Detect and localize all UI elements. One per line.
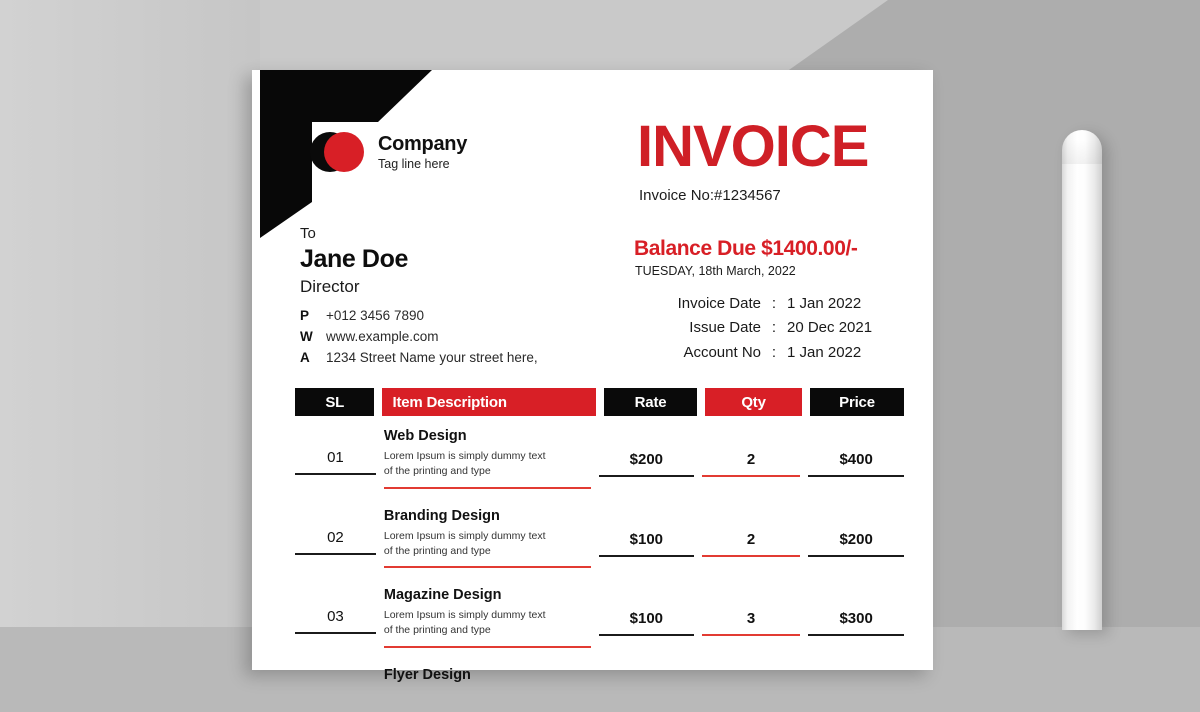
table-row (295, 416, 904, 496)
invoice-title: INVOICE (637, 114, 869, 179)
item-title: Web Design (383, 428, 467, 444)
cell-underline (808, 555, 904, 557)
invoice-meta-dates (637, 292, 872, 365)
invoice-number: Invoice No:#1234567 (639, 187, 781, 204)
cell-qty-value: 2 (746, 530, 756, 548)
meta-label: Issue Date (689, 319, 761, 337)
cell-rate (599, 655, 694, 712)
meta-value: 1 Jan 2022 (787, 295, 862, 312)
cell-sl (295, 655, 376, 712)
meta-separator: : (771, 343, 777, 361)
cell-underline (702, 475, 801, 477)
cell-rate-value: $100 (629, 610, 664, 628)
cell-description (384, 496, 591, 576)
cell-underline (599, 634, 694, 636)
table-row (295, 655, 904, 712)
table-row (295, 496, 904, 576)
meta-separator: : (771, 319, 777, 337)
contact-key: P (300, 308, 310, 323)
line-items-table (295, 388, 904, 712)
cell-underline (808, 634, 904, 636)
cell-price (808, 416, 904, 496)
meta-label: Invoice Date (677, 295, 761, 312)
bill-to-role: Director (300, 277, 360, 297)
item-desc-line1: Lorem Ipsum is simply dummy text (383, 529, 546, 542)
item-title: Flyer Design (383, 666, 471, 683)
meta-row (637, 292, 872, 316)
cell-qty (702, 575, 801, 655)
cell-qty (702, 496, 801, 576)
item-desc-line1: Lorem Ipsum is simply dummy text (383, 609, 546, 622)
white-pen-tip-shading (1062, 130, 1102, 164)
cell-price-value: $300 (839, 610, 873, 628)
item-desc-line1: Lorem Ipsum is simply dummy text (383, 450, 546, 463)
item-desc-line2: of the printing and type (383, 624, 491, 637)
background-left-gradient (0, 0, 260, 627)
bill-to-label: To (300, 225, 316, 242)
cell-rate (599, 575, 694, 655)
logo-text-block (378, 134, 467, 171)
contact-key: W (300, 329, 313, 344)
cell-qty (702, 655, 801, 712)
item-title: Magazine Design (383, 587, 502, 604)
cell-description (384, 575, 591, 655)
item-desc-line2: of the printing and type (383, 544, 491, 557)
contact-block (300, 308, 538, 371)
cell-sl-value: 01 (327, 449, 344, 466)
contact-row-phone (300, 308, 538, 323)
cell-price (808, 575, 904, 655)
meta-row (637, 341, 872, 365)
column-header-qty: Qty (705, 388, 802, 416)
meta-value: 1 Jan 2022 (787, 343, 862, 361)
column-header-sl: SL (295, 388, 374, 416)
company-tagline: Tag line here (378, 156, 450, 171)
item-title: Branding Design (383, 507, 500, 524)
column-header-rate: Rate (604, 388, 697, 416)
company-logo (310, 132, 467, 172)
contact-value: +012 3456 7890 (326, 308, 424, 323)
cell-sl (295, 575, 376, 655)
contact-row-website (300, 329, 538, 344)
balance-due-date: TUESDAY, 18th March, 2022 (635, 264, 796, 278)
meta-label: Account No (683, 343, 761, 361)
balance-due: Balance Due $1400.00/- (634, 237, 858, 260)
cell-underline (599, 555, 694, 557)
contact-row-address (300, 350, 538, 365)
company-name: Company (378, 132, 468, 155)
cell-rate (599, 416, 694, 496)
cell-rate-value: $100 (629, 530, 664, 548)
cell-description (384, 655, 591, 712)
cell-sl-value: 03 (327, 608, 344, 626)
table-row (295, 575, 904, 655)
cell-qty (702, 416, 801, 496)
logo-mark-icon (310, 132, 364, 172)
cell-description (384, 416, 591, 496)
logo-red-circle (324, 132, 364, 172)
bill-to-block (300, 225, 408, 298)
cell-underline (599, 475, 694, 477)
cell-price (808, 496, 904, 576)
meta-value: 20 Dec 2021 (787, 319, 873, 337)
cell-underline (702, 634, 801, 636)
cell-underline (384, 487, 591, 489)
contact-key: A (300, 350, 310, 365)
cell-sl (295, 416, 376, 496)
bill-to-name: Jane Doe (300, 245, 408, 273)
cell-underline (295, 553, 376, 555)
meta-row (637, 316, 872, 340)
cell-underline (295, 632, 376, 634)
column-header-price: Price (810, 388, 904, 416)
cell-sl-value: 02 (327, 528, 344, 546)
cell-underline (702, 555, 801, 557)
cell-qty-value: 2 (746, 451, 756, 468)
cell-price (808, 655, 904, 712)
cell-underline (808, 475, 904, 477)
table-header-row (295, 388, 904, 416)
white-pen (1062, 130, 1102, 630)
cell-rate (599, 496, 694, 576)
cell-price-value: $400 (839, 451, 873, 468)
item-desc-line2: of the printing and type (383, 465, 491, 478)
cell-price-value: $200 (839, 530, 873, 548)
meta-separator: : (771, 295, 777, 312)
contact-value: 1234 Street Name your street here, (326, 350, 538, 365)
column-header-item-description: Item Description (382, 388, 596, 416)
cell-underline (384, 566, 591, 568)
cell-underline (384, 646, 591, 648)
invoice-document (252, 70, 933, 683)
cell-underline (295, 473, 376, 475)
cell-rate-value: $200 (629, 451, 664, 468)
cell-sl (295, 496, 376, 576)
contact-value: www.example.com (326, 329, 439, 344)
cell-qty-value: 3 (746, 610, 756, 628)
